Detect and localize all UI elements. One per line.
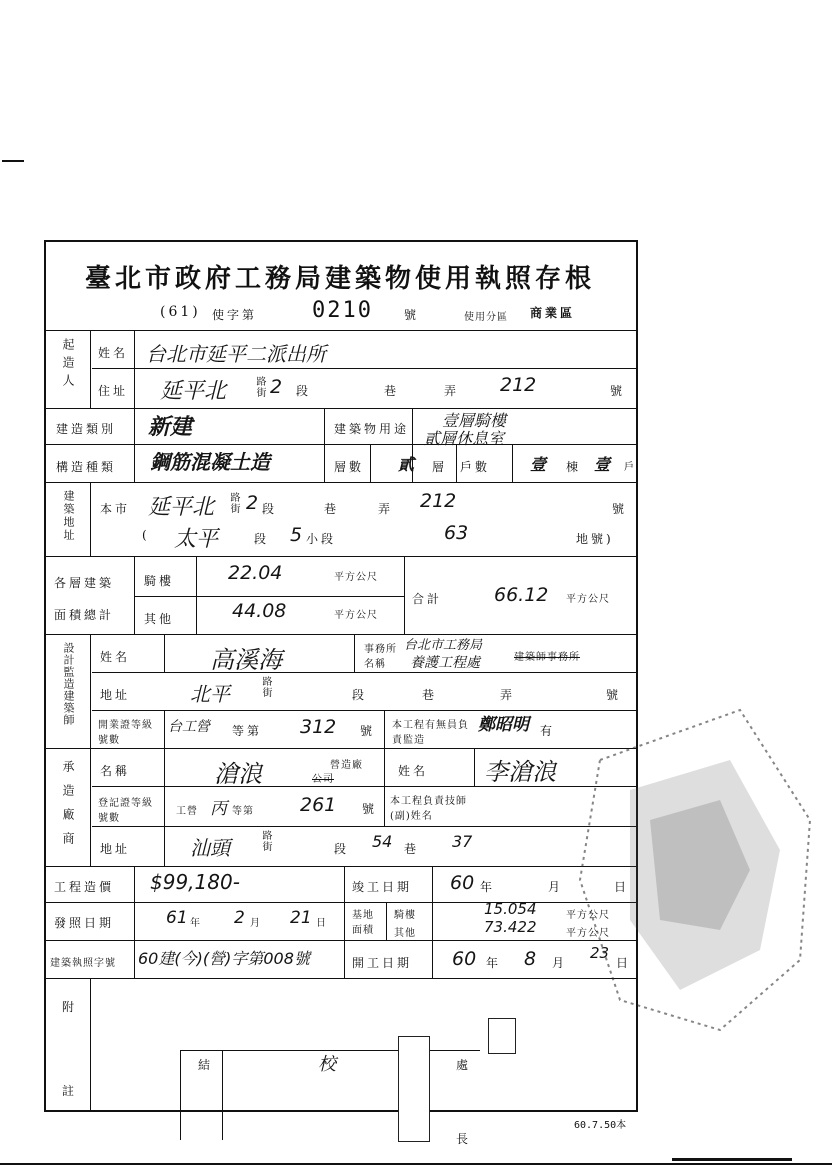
site-no-label: 號	[612, 502, 628, 516]
site-arcade-unit: 平方公尺	[566, 910, 610, 921]
applicant-addr-road-suffix: 路街	[254, 376, 265, 398]
edge-mark	[2, 160, 24, 162]
issue-unit-y: 年	[190, 918, 201, 929]
architect-addr-suffix: 路街	[260, 676, 271, 698]
issue-label: 發照日期	[54, 916, 115, 930]
category-label: 建造類別	[56, 422, 117, 436]
start-unit-d: 日	[616, 956, 632, 970]
site-district-label: 段	[254, 532, 270, 546]
contractor-section-label: 承造廠商	[61, 760, 75, 856]
site-sub-no: 5	[290, 524, 303, 546]
contractor-reg-prefix: 工營	[176, 806, 198, 817]
remarks-label-2: 註	[62, 1084, 78, 1098]
site-plot-open: (	[142, 528, 150, 542]
cost-value: $99,180-	[150, 870, 240, 894]
cost-label: 工程造價	[54, 880, 115, 894]
remarks-label: 附	[62, 1000, 78, 1014]
architect-name: 高溪海	[210, 646, 282, 674]
contractor-addr-lane-label: 巷	[404, 842, 420, 856]
applicant-addr-label: 住址	[98, 384, 129, 398]
area-arcade: 22.04	[228, 562, 283, 584]
small-stamp	[488, 1018, 516, 1054]
units-unit-2: 戶	[624, 462, 637, 473]
area-other: 44.08	[232, 600, 287, 622]
contractor-reg-label: 登記證等級號數	[98, 798, 153, 824]
architect-license-suffix: 號	[360, 724, 376, 738]
construct-label: 建築執照字號	[50, 958, 116, 969]
chief-label: 處	[456, 1058, 472, 1072]
applicant-addr-alley-label: 弄	[444, 384, 460, 398]
contractor-reg-grade: 丙	[210, 799, 227, 819]
issue-month: 2	[234, 908, 245, 928]
ink-smudge	[560, 700, 832, 1060]
complete-unit-m: 月	[548, 880, 564, 894]
contractor-reg-mid: 等第	[232, 806, 254, 817]
area-total: 66.12	[494, 584, 549, 606]
contractor-addr-lane: 54	[372, 832, 393, 851]
site-other: 73.422	[484, 918, 537, 936]
site-arcade-label: 騎樓	[394, 910, 416, 921]
contractor-engineer-label: 本工程負責技師(副)姓名	[390, 796, 467, 822]
zone-label: 使用分區	[464, 312, 508, 323]
approval-stamp	[398, 1036, 430, 1142]
units-value-2: 壹	[594, 455, 611, 474]
area-section-label-2: 面積總計	[54, 608, 115, 622]
applicant-name: 台北市延平二派出所	[146, 342, 326, 366]
permit-year: (61)	[160, 304, 201, 320]
contractor-reg-no: 261	[300, 794, 337, 816]
architect-addr-road: 北平	[190, 682, 230, 706]
contractor-addr-road: 汕頭	[190, 836, 230, 860]
architect-license-prefix: 台工營	[168, 719, 210, 735]
complete-year: 60	[450, 872, 475, 894]
construct-value: 60建(今)(營)字第008號	[138, 949, 310, 968]
issue-day: 21	[290, 908, 312, 928]
form-title: 臺北市政府工務局建築物使用執照存根	[84, 264, 595, 294]
contractor-name-label: 名稱	[100, 764, 131, 778]
site-arcade: 15.054	[484, 900, 537, 918]
print-code: 60.7.50本	[574, 1120, 627, 1131]
contractor-name-suffix: 營造廠	[330, 760, 363, 771]
applicant-addr-lane-label: 巷	[384, 384, 400, 398]
architect-license-label: 開業證等級號數	[98, 720, 153, 746]
area-arcade-label: 騎樓	[144, 574, 175, 588]
applicant-section-label: 起造人	[61, 338, 75, 392]
structure-value: 鋼筋混凝土造	[150, 450, 270, 474]
site-alley-label: 弄	[378, 502, 394, 516]
issue-year: 61	[166, 908, 188, 928]
area-total-label: 合計	[412, 592, 443, 606]
use-line1: 壹層騎樓	[442, 411, 507, 430]
contractor-addr-no: 37	[452, 832, 473, 851]
area-total-unit: 平方公尺	[566, 594, 610, 605]
start-year: 60	[452, 948, 477, 970]
architect-addr-section-label: 段	[352, 688, 368, 702]
architect-addr-lane-label: 巷	[422, 688, 438, 702]
architect-section-label: 設計監造建築師	[62, 642, 75, 726]
area-other-label: 其他	[144, 612, 175, 626]
contractor-addr-suffix: 路街	[260, 830, 271, 852]
architect-addr-alley-label: 弄	[500, 688, 516, 702]
contractor-rep-label: 姓名	[398, 764, 429, 778]
architect-supervisor: 鄭昭明	[478, 715, 529, 735]
units-value: 壹	[530, 455, 547, 474]
site-section-label-text: 段	[262, 502, 278, 516]
complete-label: 竣工日期	[352, 880, 413, 894]
contractor-rep: 李滄浪	[484, 758, 556, 786]
issue-unit-d: 日	[316, 918, 327, 929]
start-unit-y: 年	[486, 956, 502, 970]
architect-license-no: 312	[300, 716, 337, 738]
applicant-addr-no-label: 號	[610, 384, 626, 398]
permit-prefix: 使字第	[212, 308, 258, 322]
area-arcade-unit: 平方公尺	[334, 572, 378, 583]
issue-unit-m: 月	[250, 918, 261, 929]
area-section-label-1: 各層建築	[54, 576, 115, 590]
architect-office-label: 事務所名稱	[364, 644, 397, 670]
floors-unit: 層	[432, 460, 448, 474]
contractor-name-suffix-struck: 公司	[312, 774, 334, 785]
architect-office-line2: 養護工程處	[410, 655, 480, 671]
units-label: 戶數	[460, 460, 491, 474]
architect-office-struck: 建築師事務所	[514, 652, 580, 663]
permit-suffix: 號	[404, 308, 420, 322]
applicant-name-label: 姓名	[98, 346, 129, 360]
contractor-name: 滄浪	[214, 760, 262, 788]
check-mark: 校	[318, 1054, 336, 1075]
site-no: 212	[420, 490, 457, 512]
site-other-label: 其他	[394, 928, 416, 939]
architect-supervisor-suffix: 有	[540, 724, 556, 738]
site-sub-label: 小段	[306, 532, 337, 546]
site-city: 本市	[100, 502, 131, 516]
permit-number: 0210	[312, 298, 373, 323]
site-road: 延平北	[148, 495, 215, 520]
edge-mark	[672, 1158, 792, 1161]
structure-label: 構造種類	[56, 460, 117, 474]
site-district: 太平	[174, 527, 219, 552]
zone-value: 商業區	[530, 306, 576, 320]
contractor-reg-suffix: 號	[362, 802, 378, 816]
start-label: 開工日期	[352, 956, 413, 970]
start-unit-m: 月	[552, 956, 568, 970]
edge-mark	[0, 1163, 832, 1165]
architect-name-label: 姓名	[100, 650, 131, 664]
applicant-addr-no: 212	[500, 374, 537, 396]
architect-addr-label: 地址	[100, 688, 131, 702]
start-month: 8	[524, 948, 537, 970]
start-day: 23	[590, 944, 610, 962]
use-label: 建築物用途	[334, 422, 410, 436]
use-line2: 貳層休息室	[424, 429, 505, 448]
clerk-label: 結	[198, 1058, 214, 1072]
site-other-unit: 平方公尺	[566, 928, 610, 939]
category-value: 新建	[148, 415, 193, 440]
site-road-suffix: 路街	[228, 492, 239, 514]
applicant-addr-road: 延平北	[160, 379, 227, 404]
site-plot: 63	[444, 522, 469, 544]
floors-value: 貳	[398, 455, 415, 474]
site-section-no: 2	[246, 492, 259, 514]
architect-license-grade: 等第	[232, 724, 263, 738]
contractor-addr-section-label: 段	[334, 842, 350, 856]
area-other-unit: 平方公尺	[334, 610, 378, 621]
architect-office-line1: 台北市工務局	[404, 638, 483, 653]
floors-label: 層數	[334, 460, 365, 474]
architect-supervisor-label: 本工程有無員負責監造	[392, 720, 469, 746]
applicant-addr-section: 2	[270, 376, 283, 398]
site-lane-label: 巷	[324, 502, 340, 516]
site-plot-label: 地號)	[576, 532, 614, 546]
site-area-label: 基地面積	[352, 910, 374, 936]
head-label: 長	[456, 1132, 472, 1146]
applicant-addr-section-label: 段	[296, 384, 312, 398]
complete-unit-y: 年	[480, 880, 496, 894]
complete-unit-d: 日	[614, 880, 630, 894]
site-section-label: 建築地址	[62, 490, 75, 542]
contractor-addr-label: 地址	[100, 842, 131, 856]
units-unit: 棟	[566, 460, 582, 474]
architect-addr-no-label: 號	[606, 688, 622, 702]
